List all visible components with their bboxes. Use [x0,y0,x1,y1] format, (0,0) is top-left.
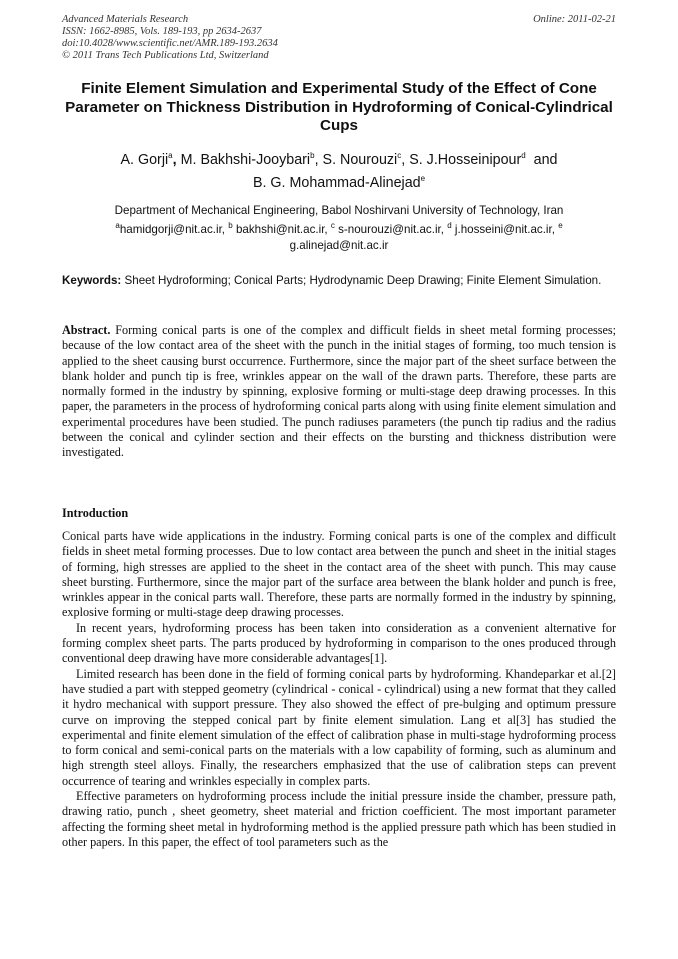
author-line-2 [62,172,616,195]
email-list [62,222,616,253]
email-link[interactable]: s-nourouzi@nit.ac.ir, [338,223,444,236]
abstract-label: Abstract. [62,323,111,337]
paragraph: Effective parameters on hydroforming process include the initial pressure inside the chamber, pressure path, drawing ratio, punch , sheet geometry, sheet material and friction coefficient. The most important parameter affecting the forming sheet metal in hydroforming method is the applied pressure path which has been studied in other papers. In this paper, the effect of tool parameters such as the [62,789,616,849]
paragraph: Limited research has been done in the field of forming conical parts by hydroforming. Khandeparkar et al.[2] have studied a part with stepped geometry (cylindrical - conical - cylindrical) using a new format that they called it hydro mechanical with support pressure. They also showed the effect of pre-bulging and optimum pressure curve on improving the stepped conical part by finite element simulation. Lang et al[3] has studied the experimental and finite element simulation of the effect of calibration phase in multi-stage hydroforming process to form conical and semi-conical parts on the materials with a low capability of forming, such as aluminum and high strength steel alloys. Finally, the researchers emphasized that the use of calibration steps can prevent occurrence of tearing and wrinkles especially in complex parts. [62,666,616,788]
email-superscript: a [115,221,120,231]
keywords-label: Keywords: [62,274,122,287]
journal-header [62,14,616,62]
copyright-line: © 2011 Trans Tech Publications Ltd, Switzerland [62,50,269,61]
author-superscript: b [310,151,315,161]
author-and: and [533,152,558,168]
journal-name: Advanced Materials Research [62,14,189,25]
author-name: S. Nourouzi [322,152,398,168]
paper-title: Finite Element Simulation and Experimental Study of the Effect of Cone Parameter on Thickness Distribution in Hydroforming of Conical-Cylindrical Cups [65,80,613,134]
abstract-text: Forming conical parts is one of the complex and difficult fields in sheet metal forming processes; because of the low contact area of the sheet with the punch in the initial stages of forming, too much tension is applied to the sheet causing burst occurrence. Furthermore, since the major part of the sheet surface between the blank holder and punch tip is free, wrinkles appear on the wall of the drawn parts. Therefore, these parts are normally formed in the industry by spinning, explosive forming or multi-stage deep drawing processes. In this paper, the parameters in the process of hydroforming conical parts along with using finite element simulation and experimental procedures have been studied. The punch radiuses parameters (the punch tip radius and the radius between the conical and cylinder section and their effects on the bursting and thickness distribution were investigated. [62,323,616,460]
email-link[interactable]: bakhshi@nit.ac.ir, [235,223,328,236]
affiliation: Department of Mechanical Engineering, Babol Noshirvani University of Technology, Iran [114,204,564,217]
email-superscript: b [228,221,233,231]
author-superscript: e [420,173,426,183]
doi-line: doi:10.4028/www.scientific.net/AMR.189-193.2634 [62,38,278,49]
email-superscript: d [447,221,452,231]
paragraph: In recent years, hydroforming process has been taken into consideration as a convenient alternative for forming complex sheet parts. The parts produced by hydroforming in comparison to the ones produced through conventional deep drawing have more considerable advantages[1]. [62,620,616,666]
online-date: Online: 2011-02-21 [533,14,616,25]
email-link[interactable]: hamidgorji@nit.ac.ir, [119,223,226,236]
introduction-body [62,529,616,850]
email-link[interactable]: g.alinejad@nit.ac.ir [289,238,389,252]
author-superscript: d [521,151,526,161]
paragraph: Conical parts have wide applications in the industry. Forming conical parts is one of the complex and difficult fields in sheet metal forming processes. Due to low contact area between the punch and sheet in the initial stages of forming, high stresses are applied to the sheet in the contact area of the sheet with punch. This may cause sheet bursting. Furthermore, since the major part of the surface area between the blank holder and punch is free, wrinkles appear in the conical parts wall. Therefore, these parts are normally formed in the industry by spinning, explosive forming or multi-stage deep drawing processes. [62,529,616,620]
email-link[interactable]: j.hosseini@nit.ac.ir, [454,223,555,236]
author-name: B. G. Mohammad-Alinejad [252,174,421,191]
abstract-section [62,323,616,461]
author-name: S. J.Hosseinipour [409,152,522,168]
author-line-1: A. Gorji$^a$, M. Bakhshi-Jooybari$^b$, S. Nourouzi$^c$, S. J.Hosseinipour$^d$ and [120,151,558,168]
email-superscript: e [558,221,563,231]
email-line-2 [62,238,616,254]
author-superscript: c [397,151,402,161]
author-name: M. Bakhshi-Jooybari [180,152,311,168]
keywords-section [62,273,616,288]
email-superscript: c [330,221,335,231]
email-line-1 [62,222,616,238]
keywords-text: Sheet Hydroforming; Conical Parts; Hydrodynamic Deep Drawing; Finite Element Simulation. [124,274,602,287]
author-list [62,149,616,194]
author-name: A. Gorji [120,152,169,168]
author-superscript: a [168,151,173,161]
issn-line: ISSN: 1662-8985, Vols. 189-193, pp 2634-2637 [62,26,262,37]
introduction-heading: Introduction [62,506,129,520]
